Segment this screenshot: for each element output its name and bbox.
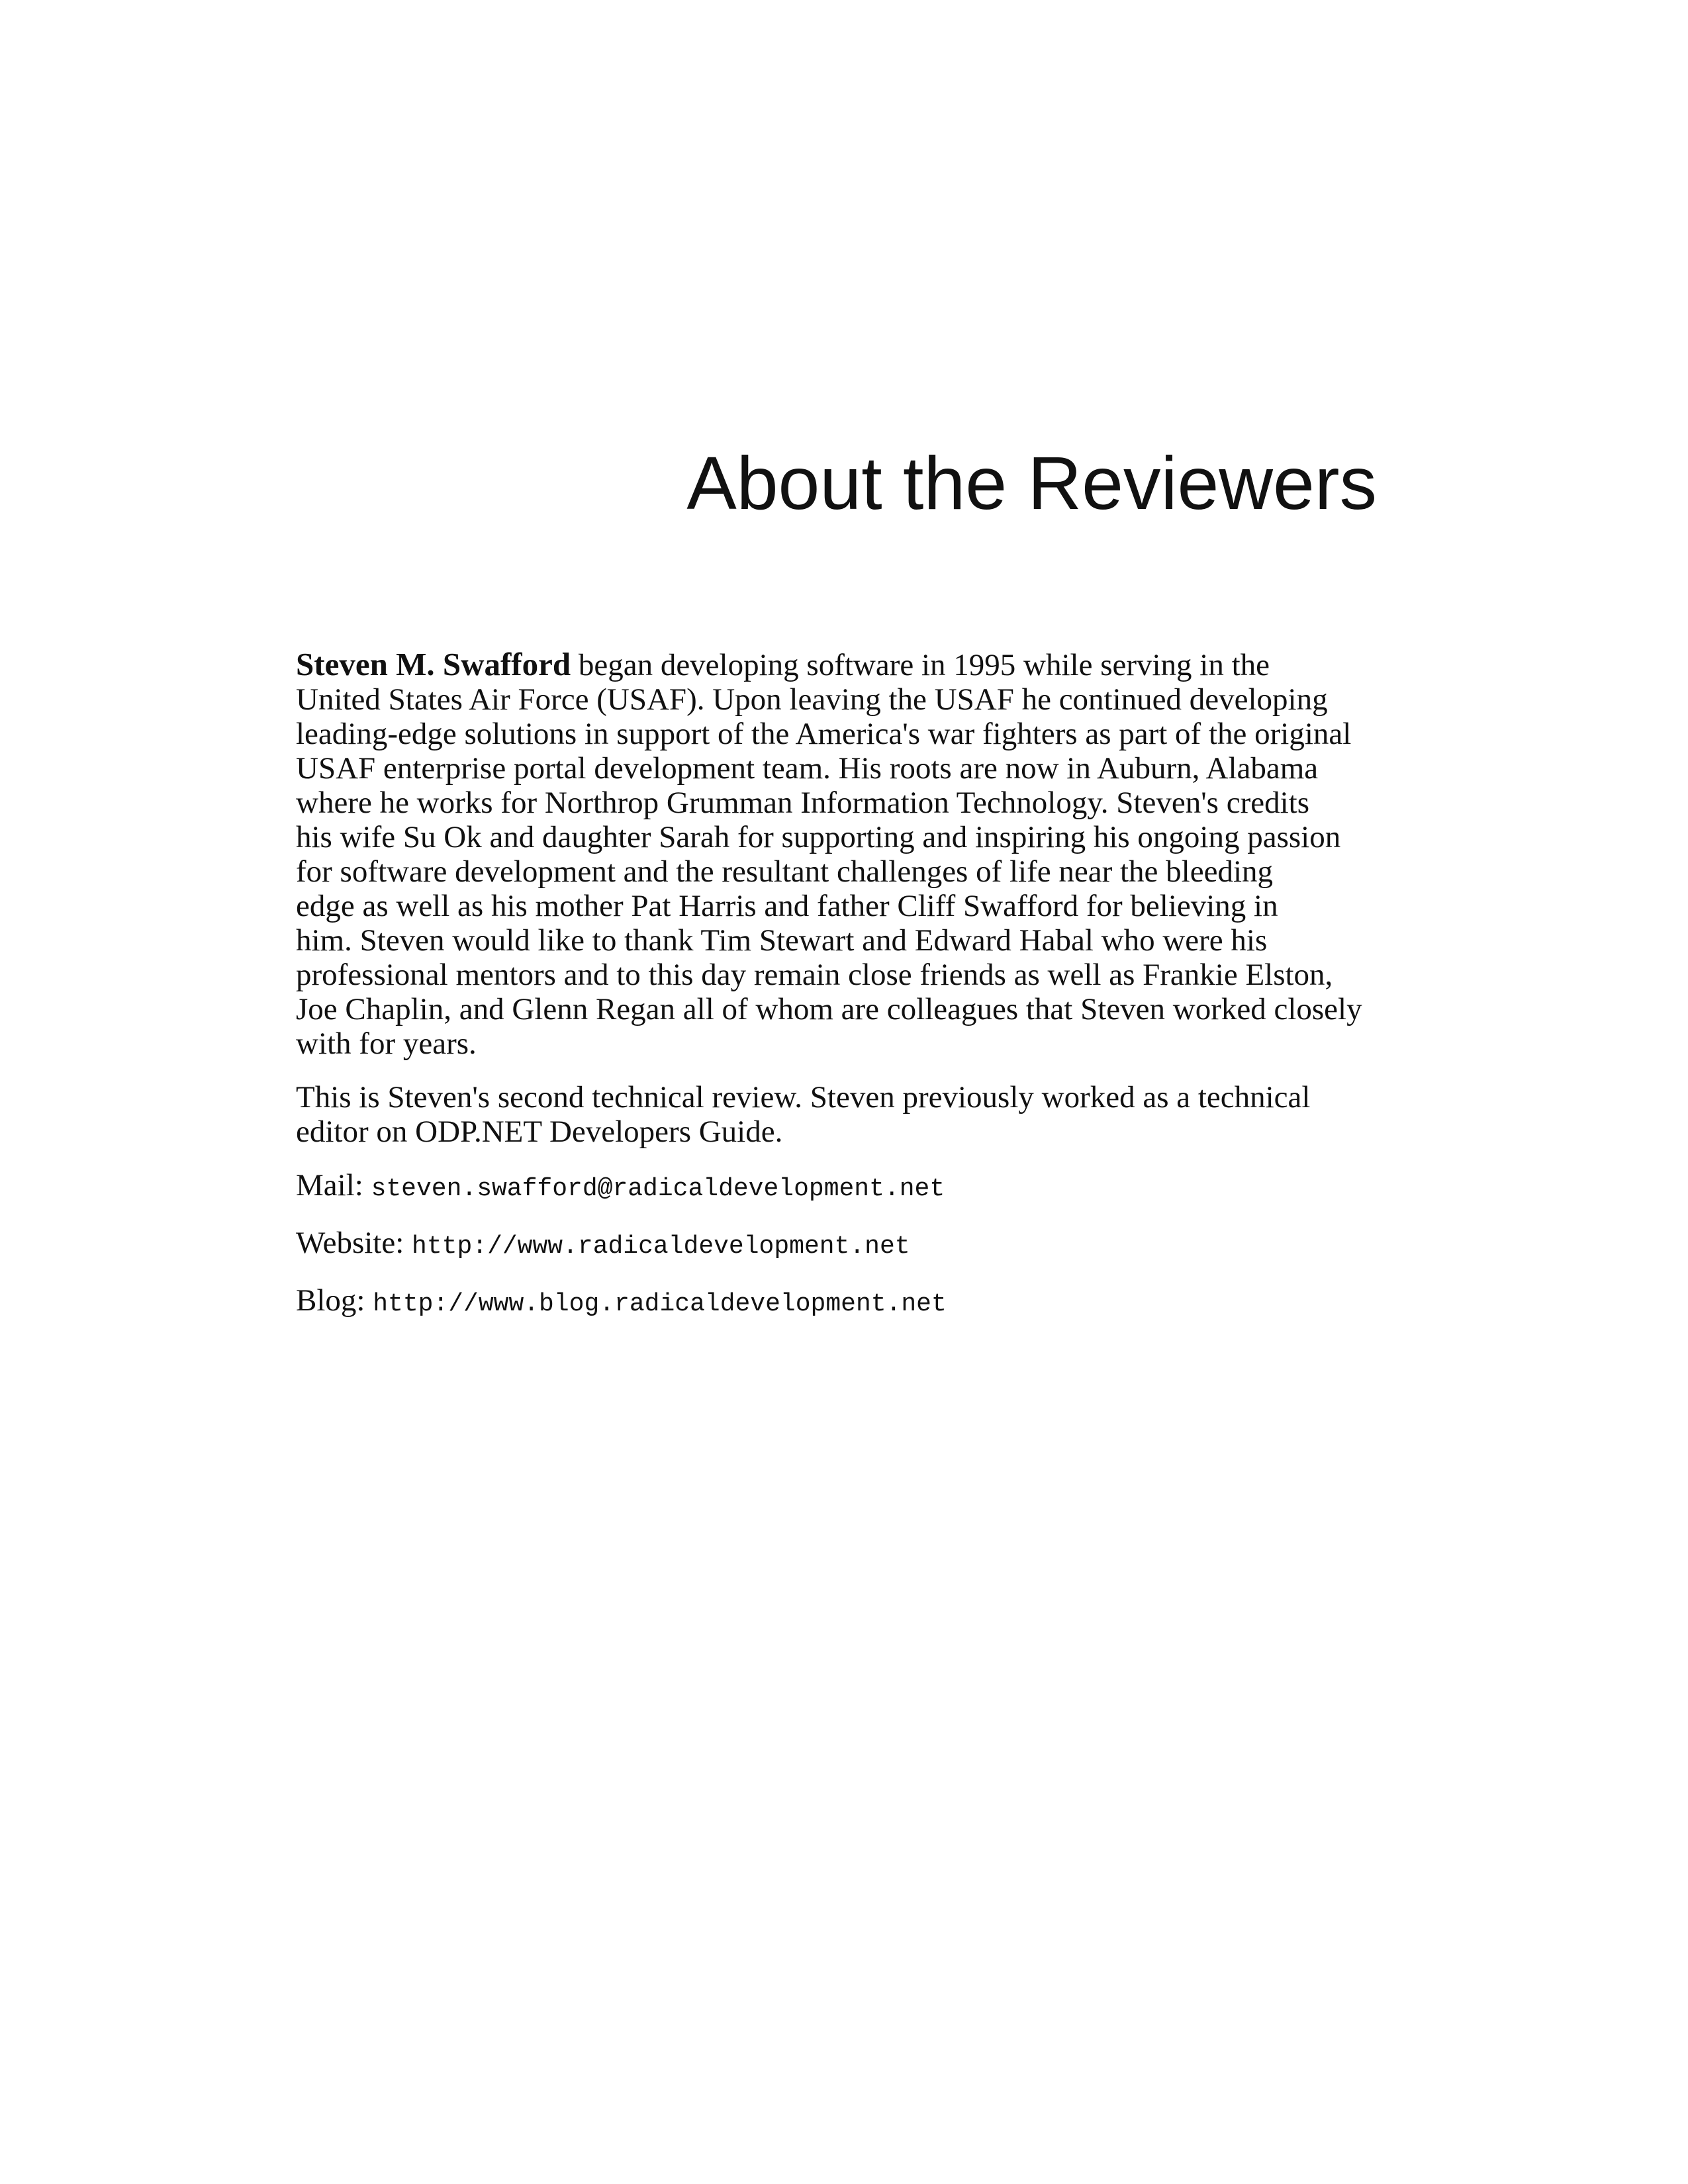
mail-label: Mail: (296, 1168, 371, 1203)
bio-line: his wife Su Ok and daughter Sarah for supporting and inspiring his ongoing passion (296, 820, 1341, 854)
mail-address[interactable]: steven.swafford@radicaldevelopment.net (371, 1175, 945, 1203)
bio-line: leading-edge solutions in support of the America's war fighters as part of the original (296, 717, 1352, 751)
bio-line: him. Steven would like to thank Tim Stewart and Edward Habal who were his (296, 923, 1268, 958)
bio-line: Joe Chaplin, and Glenn Regan all of whom are colleagues that Steven worked closely (296, 992, 1362, 1026)
bio-line: United States Air Force (USAF). Upon leaving the USAF he continued developing (296, 682, 1328, 717)
reviewer-bio (296, 647, 1382, 1061)
website-label: Website: (296, 1226, 412, 1260)
blog-line (296, 1283, 1382, 1322)
mail-line (296, 1168, 1382, 1206)
bio-line: for software development and the resultant challenges of life near the bleeding (296, 854, 1274, 889)
review-line: editor on ODP.NET Developers Guide. (296, 1115, 783, 1149)
bio-line: with for years. (296, 1026, 477, 1061)
website-link[interactable]: http://www.radicaldevelopment.net (412, 1232, 910, 1261)
blog-link[interactable]: http://www.blog.radicaldevelopment.net (373, 1290, 947, 1318)
bio-line: where he works for Northrop Grumman Information Technology. Steven's credits (296, 786, 1309, 820)
bio-line: professional mentors and to this day remain close friends as well as Frankie Elston, (296, 958, 1333, 992)
blog-label: Blog: (296, 1283, 373, 1318)
bio-line: USAF enterprise portal development team. His roots are now in Auburn, Alabama (296, 751, 1319, 786)
reviewer-section (296, 647, 1382, 1322)
bio-line (296, 647, 1382, 682)
bio-text: began developing software in 1995 while serving in the (571, 648, 1270, 682)
reviewer-name: Steven M. Swafford (296, 646, 571, 682)
website-line (296, 1226, 1382, 1264)
review-note (296, 1080, 1382, 1149)
review-line: This is Steven's second technical review. Steven previously worked as a technical (296, 1080, 1311, 1115)
bio-line: edge as well as his mother Pat Harris and father Cliff Swafford for believing in (296, 889, 1278, 923)
page-title: About the Reviewers (686, 441, 1377, 525)
